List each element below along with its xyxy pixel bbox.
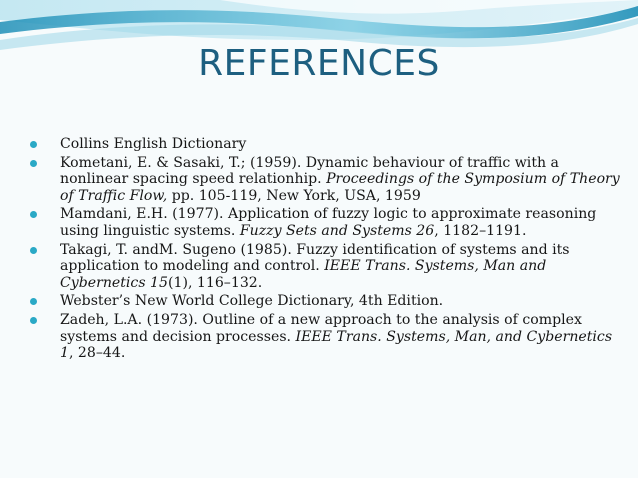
reference-text: Mamdani, E.H. (1977). Application of fuzzy logic to approximate reasoning using linguistic systems. [60, 206, 597, 239]
reference-item [30, 293, 620, 310]
reference-text: Kometani, E. & Sasaki, T.; (1959). Dynamic behaviour of traffic with a nonlinear spacing speed relationhip. [60, 154, 559, 188]
reference-item [30, 312, 620, 362]
reference-pages: (1), 116–132. [167, 274, 263, 291]
reference-source: Proceedings of the Symposium of Theory of Traffic Flow, [60, 171, 620, 204]
reference-source: IEEE Trans. Systems, Man, and Cybernetics 1 [60, 328, 613, 362]
reference-pages: pp. 105-119, New York, USA, 1959 [167, 187, 421, 204]
reference-list [30, 136, 620, 364]
reference-text: Zadeh, L.A. (1973). Outline of a new approach to the analysis of complex systems and decision processes. [60, 311, 582, 345]
bullet-icon [30, 247, 37, 254]
reference-text: Collins English Dictionary [60, 136, 247, 152]
reference-item [30, 206, 620, 239]
reference-source: IEEE Trans. Systems, Man and Cybernetics 15 [60, 258, 547, 291]
reference-pages: , 1182–1191. [434, 222, 527, 239]
reference-item [30, 242, 620, 292]
bullet-icon [30, 317, 37, 324]
reference-text: Takagi, T. andM. Sugeno (1985). Fuzzy identification of systems and its application to modeling and control. [60, 241, 570, 275]
bullet-icon [30, 211, 37, 218]
reference-item [30, 155, 620, 205]
reference-source: Fuzzy Sets and Systems 26 [239, 222, 435, 239]
reference-text: Webster’s New World College Dictionary, 4th Edition. [60, 293, 444, 310]
reference-item [30, 136, 620, 153]
bullet-icon [30, 298, 37, 305]
slide-title: REFERENCES [198, 43, 440, 84]
bullet-icon [30, 160, 37, 167]
bullet-icon [30, 141, 37, 148]
reference-pages: , 28–44. [68, 345, 126, 362]
